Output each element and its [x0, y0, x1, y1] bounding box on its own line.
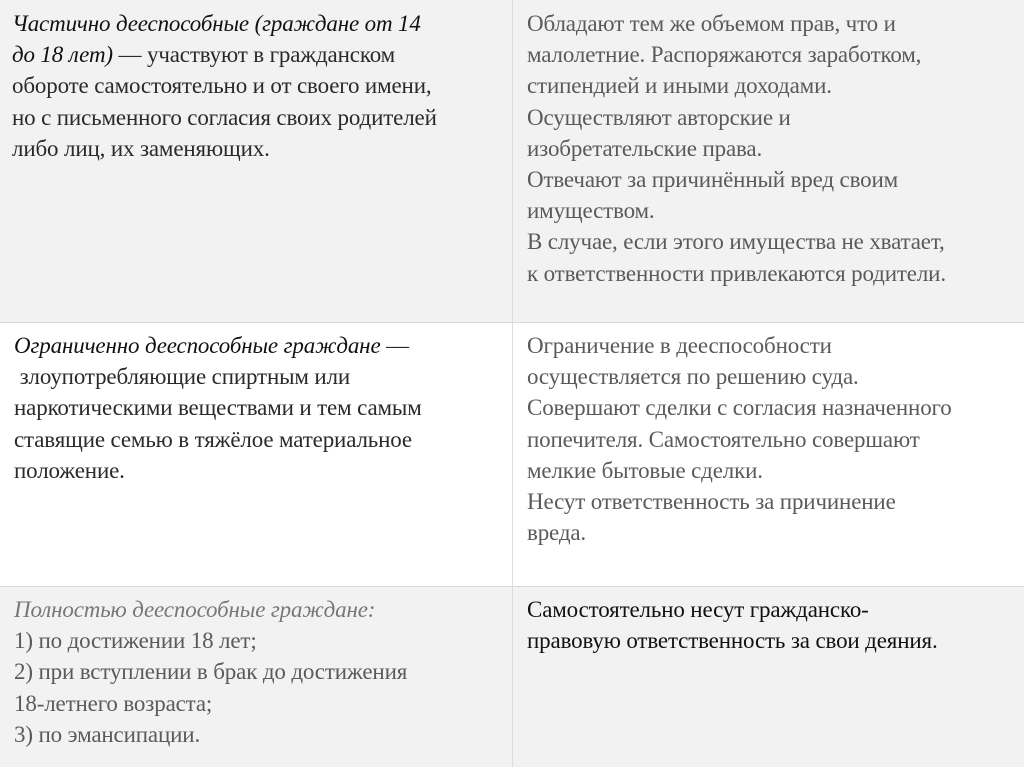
rights-line: Ограничение в дееспособности: [527, 333, 832, 358]
cell-full-capacity-rights: [513, 586, 1024, 767]
term-text: Полностью дееспособные граждане:: [14, 597, 376, 622]
term-line-2: [12, 39, 499, 70]
rights-line: правовую ответственность за свои деяния.: [527, 628, 938, 654]
list-item: 3) по эмансипации.: [14, 721, 201, 747]
rights-line: имуществом.: [527, 198, 655, 224]
rights-line: изобретательские права.: [527, 135, 763, 161]
definition-line-1: злоупотребляющие спиртным или: [14, 364, 351, 390]
row-divider: [0, 322, 1024, 323]
definition-line-3: ставящие семью в тяжёлое материальное: [14, 426, 412, 452]
definition-line-2: но с письменного согласия своих родителей: [12, 104, 437, 130]
rights-line: Отвечают за причинённый вред своим: [527, 167, 899, 193]
list-item: 1) по достижении 18 лет;: [14, 628, 257, 654]
definition-start: — участвуют в гражданском: [112, 42, 396, 68]
column-divider: [512, 0, 513, 767]
rights-line: В случае, если этого имущества не хватает,: [527, 229, 945, 255]
cell-limited-capacity-term: [0, 322, 513, 586]
definition-line-4: положение.: [14, 457, 125, 483]
rights-line: малолетние. Распоряжаются заработком,: [527, 42, 922, 68]
cell-partial-capacity-term: [0, 0, 513, 322]
definition-line-2: наркотическими веществами и тем самым: [14, 395, 422, 421]
term-line: [14, 330, 499, 361]
rights-line: Несут ответственность за причинение: [527, 489, 896, 515]
rights-line: к ответственности привлекаются родители.: [527, 260, 946, 286]
definition-line-1: обороте самостоятельно и от своего имени,: [12, 73, 432, 99]
definition-line-3: либо лиц, их заменяющих.: [12, 135, 270, 161]
rights-line: стипендией и иными доходами.: [527, 73, 832, 99]
row-divider: [0, 586, 1024, 587]
rights-line: осуществляется по решению суда.: [527, 364, 859, 390]
cell-limited-capacity-rights: [513, 322, 1024, 586]
rights-line: попечителя. Самостоятельно совершают: [527, 426, 920, 452]
term-text: Ограниченно дееспособные граждане: [14, 333, 381, 358]
cell-full-capacity-term: [0, 586, 513, 767]
rights-line: Осуществляют авторские и: [527, 104, 791, 130]
rights-line: Обладают тем же объемом прав, что и: [527, 11, 896, 36]
rights-line: вреда.: [527, 520, 587, 546]
term-dash: —: [380, 333, 409, 358]
rights-line: Самостоятельно несут гражданско-: [527, 597, 869, 622]
list-item: 18-летнего возраста;: [14, 690, 213, 716]
term-line-2-text: до 18 лет): [12, 42, 113, 68]
cell-partial-capacity-rights: [513, 0, 1024, 322]
term-line-1: Частично дееспособные (граждане от 14: [12, 11, 421, 36]
list-item: 2) при вступлении в брак до достижения: [14, 659, 408, 685]
rights-line: мелкие бытовые сделки.: [527, 457, 763, 483]
rights-line: Совершают сделки с согласия назначенного: [527, 395, 952, 421]
